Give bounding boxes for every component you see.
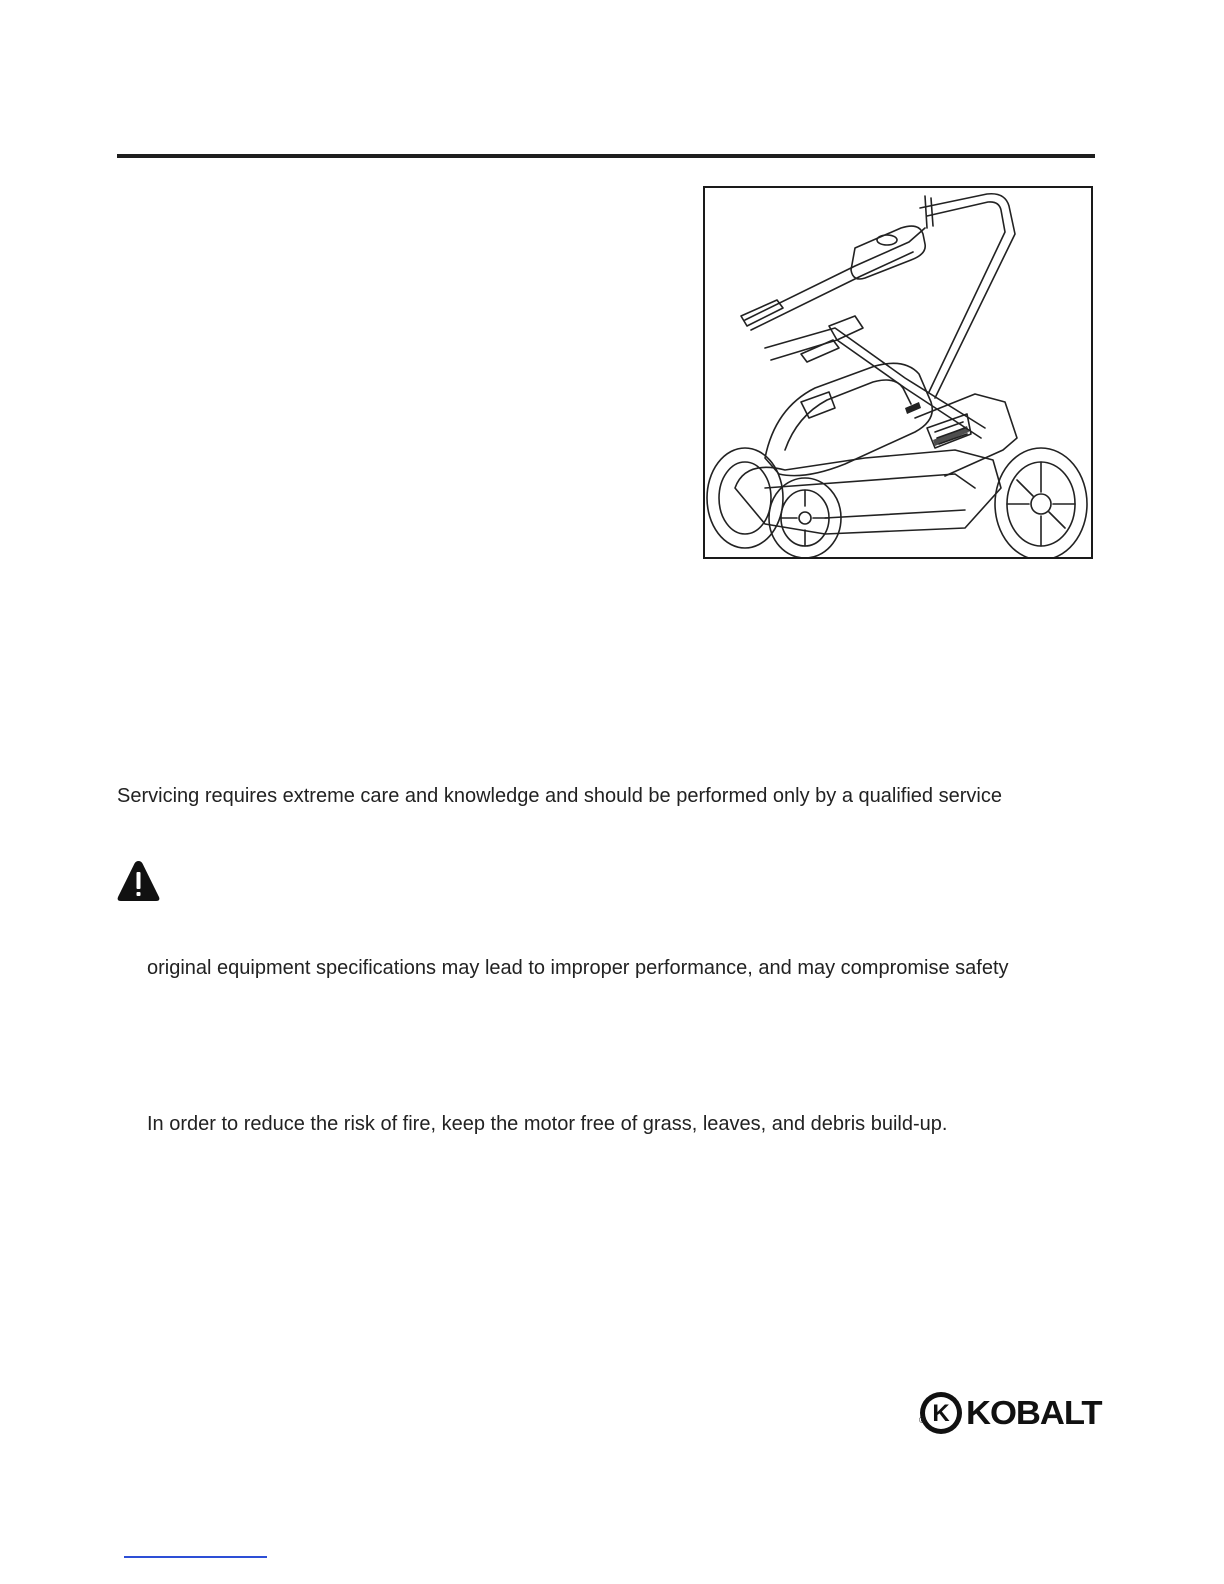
kobalt-logo-letter: K	[932, 1400, 950, 1427]
header-rule	[117, 154, 1095, 158]
footer-link-underline[interactable]	[124, 1556, 267, 1558]
registered-mark: ®	[919, 1415, 926, 1425]
specifications-paragraph: original equipment specifications may lead to improper performance, and may compromise safety	[147, 957, 1009, 979]
fire-risk-paragraph: In order to reduce the risk of fire, keep the motor free of grass, leaves, and debris build-up.	[147, 1113, 948, 1135]
lawn-mower-figure	[703, 186, 1093, 559]
lawn-mower-illustration	[705, 188, 1091, 557]
servicing-paragraph: Servicing requires extreme care and knowledge and should be performed only by a qualified service	[117, 785, 1002, 807]
kobalt-logo-mark	[918, 1390, 964, 1436]
kobalt-logo	[918, 1388, 1102, 1438]
warning-triangle-icon	[116, 859, 161, 903]
kobalt-logo-text: KOBALT	[966, 1394, 1102, 1431]
